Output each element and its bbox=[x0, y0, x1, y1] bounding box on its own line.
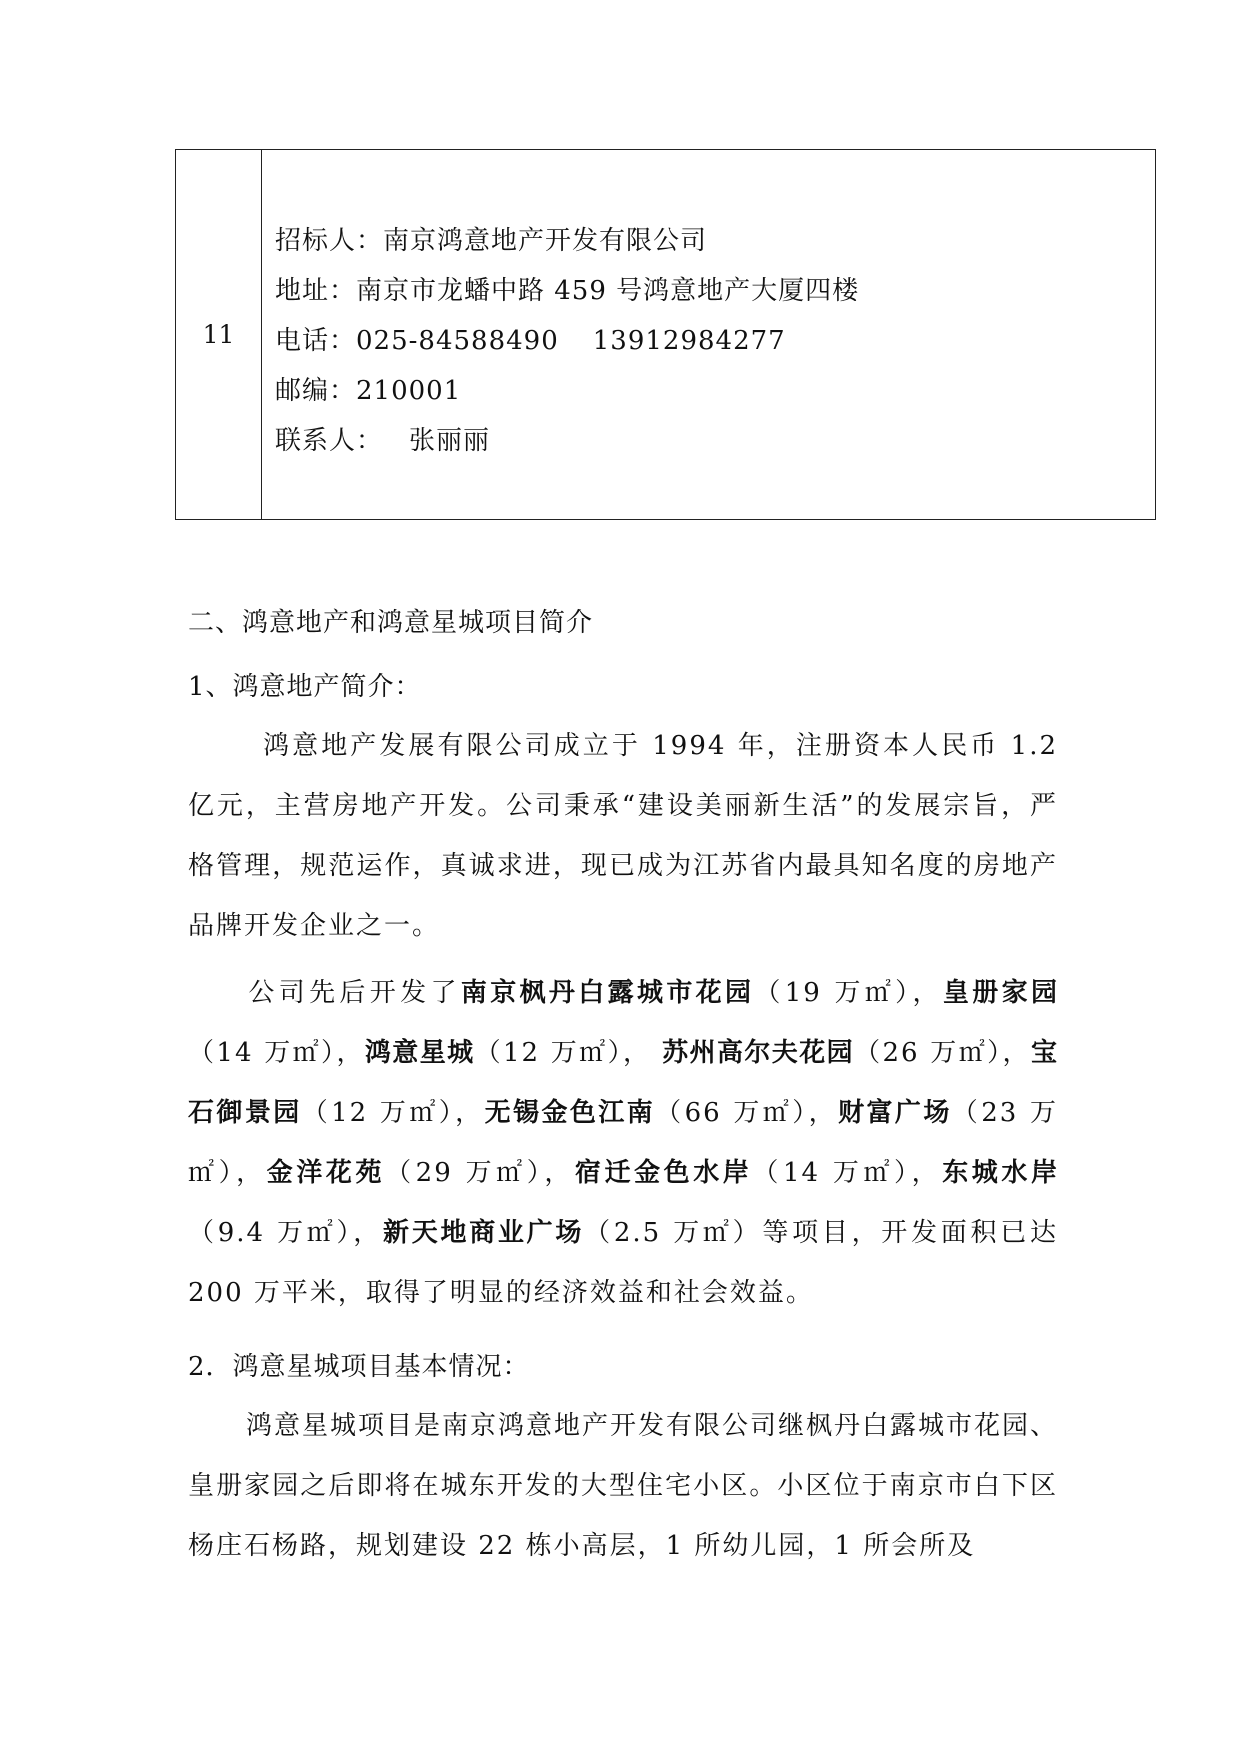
project-area: （2.5 万㎡） bbox=[584, 1218, 763, 1248]
project-area: （12 万㎡）， bbox=[474, 1038, 663, 1068]
section-heading: 二、鸿意地产和鸿意星城项目简介 bbox=[188, 608, 594, 638]
phone-mobile: 13912984277 bbox=[592, 326, 786, 356]
project-area: （66 万㎡）， bbox=[655, 1098, 839, 1128]
projects-outro: 等项目，开发面积已达 200 万平米，取得了明显的经济效益和社会效益。 bbox=[188, 1218, 1058, 1308]
company-intro-paragraph bbox=[188, 716, 1058, 956]
project-name: 无锡金色江南 bbox=[484, 1098, 656, 1128]
project-area: （12 万㎡）， bbox=[301, 1098, 485, 1128]
contact-name: 张丽丽 bbox=[409, 426, 491, 456]
subsection-2-heading: 2．鸿意星城项目基本情况： bbox=[188, 1352, 530, 1382]
contact-label: 联系人： bbox=[275, 426, 384, 456]
address-line: 地址：南京市龙蟠中路 459 号鸿意地产大厦四楼 bbox=[275, 276, 860, 306]
project-overview-paragraph bbox=[188, 1396, 1058, 1576]
projects-paragraph bbox=[188, 963, 1058, 1323]
project-name: 南京枫丹白露城市花园 bbox=[460, 978, 755, 1008]
tender-info-table bbox=[175, 149, 1156, 520]
project-area: （23 万㎡）， bbox=[188, 1098, 1058, 1188]
project-overview-text: 鸿意星城项目是南京鸿意地产开发有限公司继枫丹白露城市花园、皇册家园之后即将在城东开发的大型住宅小区。小区位于南京市白下区杨庄石杨路，规划建设 22 栋小高层，1 所幼儿园，1 所会所及 bbox=[188, 1411, 1059, 1561]
projects-intro: 公司先后开发了 bbox=[246, 978, 461, 1008]
tenderer-line: 招标人：南京鸿意地产开发有限公司 bbox=[275, 226, 708, 256]
project-name: 新天地商业广场 bbox=[383, 1218, 585, 1248]
phone-line bbox=[275, 316, 1143, 366]
project-name: 东城水岸 bbox=[942, 1158, 1058, 1188]
company-intro-text: 鸿意地产发展有限公司成立于 1994 年，注册资本人民币 1.2 亿元，主营房地产开发。公司秉承“建设美丽新生活”的发展宗旨，严格管理，规范运作，真诚求进，现已成为江苏省内最具知名度的房地产品牌开发企业之一。 bbox=[188, 731, 1058, 941]
project-area: （19 万㎡）， bbox=[754, 978, 943, 1008]
project-area: （14 万㎡）， bbox=[188, 1038, 365, 1068]
project-area: （29 万㎡）， bbox=[385, 1158, 575, 1188]
project-name: 鸿意星城 bbox=[364, 1038, 475, 1068]
project-name: 宝石御景园 bbox=[188, 1038, 1058, 1128]
project-area: （14 万㎡）， bbox=[752, 1158, 943, 1188]
project-area: （9.4 万㎡）， bbox=[188, 1218, 383, 1248]
project-name: 苏州高尔夫花园 bbox=[662, 1038, 855, 1068]
project-name: 皇册家园 bbox=[942, 978, 1058, 1008]
project-area: （26 万㎡）， bbox=[854, 1038, 1031, 1068]
subsection-1-heading: 1、鸿意地产简介： bbox=[188, 672, 422, 702]
row-number-cell bbox=[176, 150, 262, 519]
project-name: 宿迁金色水岸 bbox=[574, 1158, 753, 1188]
phone-primary: 电话：025-84588490 bbox=[275, 326, 559, 356]
project-name: 财富广场 bbox=[838, 1098, 952, 1128]
postcode-line: 邮编：210001 bbox=[275, 376, 462, 406]
contact-person-line bbox=[275, 416, 1143, 466]
contact-info-cell bbox=[275, 216, 1143, 466]
project-name: 金洋花苑 bbox=[266, 1158, 386, 1188]
row-number: 11 bbox=[202, 320, 235, 349]
